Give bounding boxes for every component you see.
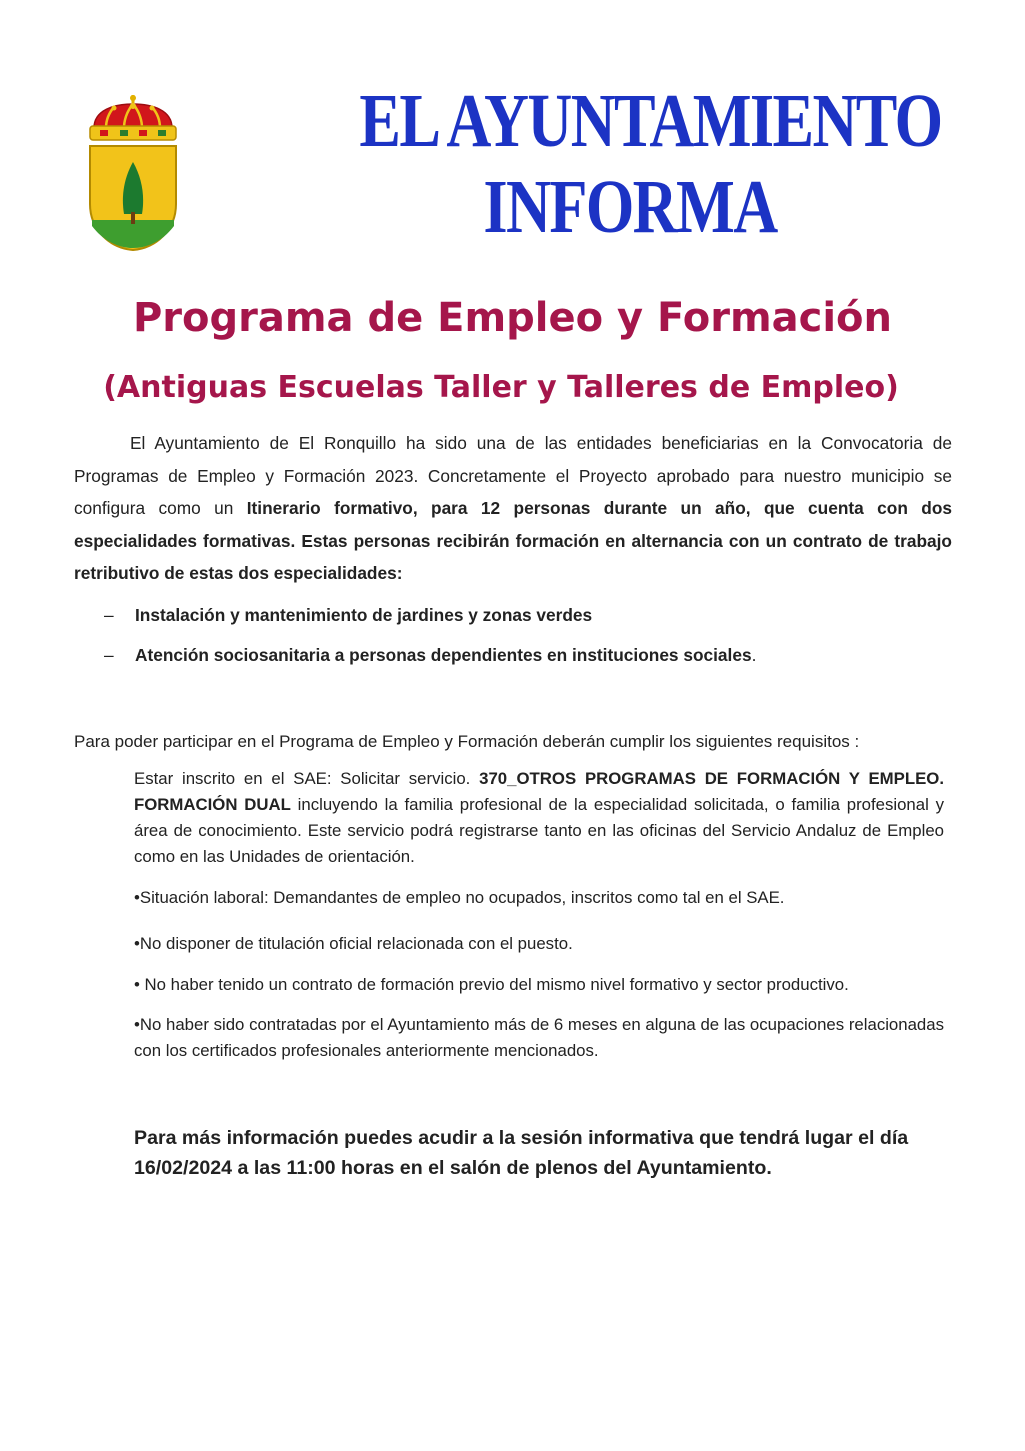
requirement-sae-bold: 370_OTROS PROGRAMAS DE FORMACIÓN Y EMPLEO. FORMACIÓN DUAL [134,769,944,814]
specialty-label: Instalación y mantenimiento de jardines y zonas verdes [135,605,593,625]
requirements-intro: Para poder participar en el Programa de Empleo y Formación deberán cumplir los siguientes requisitos : [74,732,860,751]
intro-paragraph [74,427,952,590]
page-header-title [359,78,942,250]
requirement-sae [134,766,944,870]
header-title-line-1: EL AYUNTAMIENTO [359,79,942,163]
specialty-tail: . [751,645,757,665]
requirement-titulation: •No disponer de titulación oficial relacionada con el puesto. [134,934,573,953]
list-item [104,604,964,626]
program-title: Programa de Empleo y Formación [132,295,892,341]
requirement-sae-prefix: Estar inscrito en el SAE: Solicitar servicio. [134,769,480,788]
specialty-label: Atención sociosanitaria a personas dependientes en instituciones sociales [135,645,752,665]
program-subtitle: (Antiguas Escuelas Taller y Talleres de Empleo) [103,370,899,405]
crown-icon [90,95,176,140]
dash-bullet: – [104,605,114,625]
dash-bullet: – [104,645,114,665]
intro-text: El Ayuntamiento de El Ronquillo ha sido una de las entidades beneficiarias en la Convocatoria de Programas de Empleo y Formación 2023. Concretamente el Proyecto aprobado para nuestro municipio se configura como un [74,433,952,518]
coat-of-arms-logo [84,92,182,252]
list-item [104,644,964,666]
header-title-line-2: INFORMA [483,165,777,249]
requirement-ayuntamiento: •No haber sido contratadas por el Ayuntamiento más de 6 meses en alguna de las ocupaciones relacionadas con los certificados profesionales anteriormente mencionados. [134,1015,944,1060]
intro-bold-text: Itinerario formativo, para 12 personas durante un año, que cuenta con dos especialidades formativas. Estas personas recibirán formación en alternancia con un contrato de trabajo retributivo de estas dos especialidades: [74,498,952,583]
requirement-situation: •Situación laboral: Demandantes de empleo no ocupados, inscritos como tal en el SAE. [134,888,785,907]
requirement-contract: • No haber tenido un contrato de formación previo del mismo nivel formativo y sector productivo. [134,975,849,994]
specialties-list [104,604,964,684]
more-info-paragraph: Para más información puedes acudir a la sesión informativa que tendrá lugar el día 16/02/2024 a las 11:00 horas en el salón de plenos del Ayuntamiento. [134,1127,909,1179]
requirement-sae-suffix: incluyendo la familia profesional de la especialidad solicitada, o familia profesional y área de conocimiento. Este servicio podrá registrarse tanto en las oficinas del Servicio Andaluz de Empleo como en las Unidades de orientación. [134,795,944,866]
